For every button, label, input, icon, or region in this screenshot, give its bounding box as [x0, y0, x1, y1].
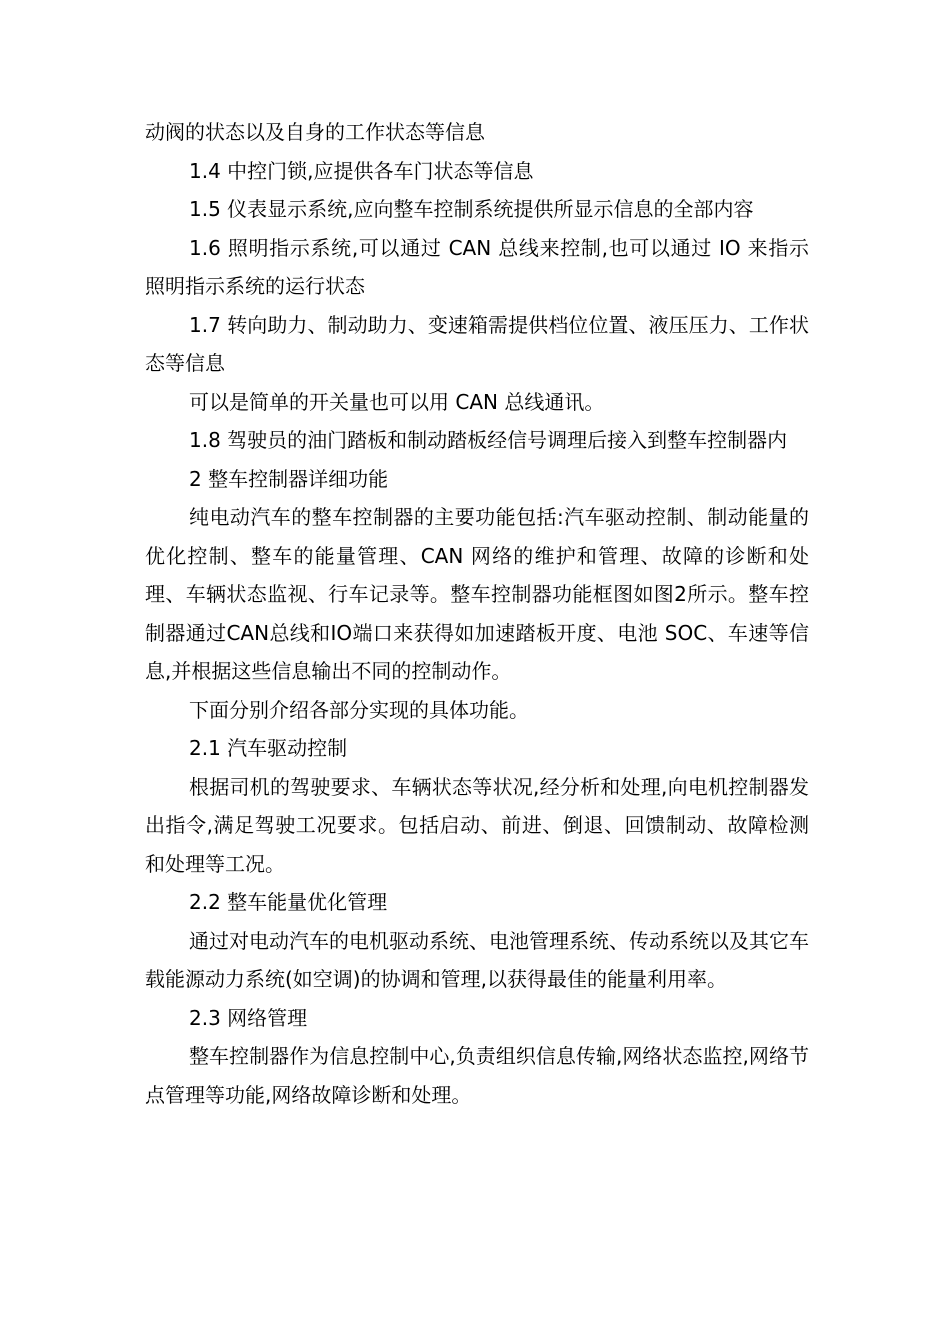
paragraph-12: 根据司机的驾驶要求、车辆状态等状况,经分析和处理,向电机控制器发出指令,满足驾驶工况要求。包括启动、前进、倒退、回馈制动、故障检测和处理等工况。	[145, 774, 809, 876]
paragraph-9: 纯电动汽车的整车控制器的主要功能包括:汽车驱动控制、制动能量的优化控制、整车的能量管理、CAN 网络的维护和管理、故障的诊断和处理、车辆状态监视、行车记录等。整车控制器功能框图如图2所示。整车控制器通过CAN总线和IO端口来获得如加速踏板开度、电池 SOC、车速等信息,并根据这些信息输出不同的控制动作。	[145, 505, 809, 683]
paragraph-5: 1.7 转向助力、制动助力、变速箱需提供档位位置、液压压力、工作状态等信息	[145, 312, 809, 375]
paragraph-14: 通过对电动汽车的电机驱动系统、电池管理系统、传动系统以及其它车载能源动力系统(如空调)的协调和管理,以获得最佳的能量利用率。	[145, 928, 809, 991]
section-heading-2-2: 2.2 整车能量优化管理	[189, 890, 388, 914]
paragraph-3: 1.5 仪表显示系统,应向整车控制系统提供所显示信息的全部内容	[189, 197, 754, 221]
section-heading-2-1: 2.1 汽车驱动控制	[189, 736, 348, 760]
paragraph-2: 1.4 中控门锁,应提供各车门状态等信息	[189, 158, 534, 183]
paragraph-16: 整车控制器作为信息控制中心,负责组织信息传输,网络状态监控,网络节点管理等功能,网络故障诊断和处理。	[145, 1044, 809, 1107]
paragraph-10: 下面分别介绍各部分实现的具体功能。	[189, 697, 529, 722]
section-heading-2-3: 2.3 网络管理	[189, 1005, 308, 1030]
document-body	[145, 113, 809, 1114]
paragraph-4: 1.6 照明指示系统,可以通过 CAN 总线来控制,也可以通过 IO 来指示照明指示系统的运行状态	[145, 235, 809, 298]
paragraph-6: 可以是简单的开关量也可以用 CAN 总线通讯。	[189, 389, 605, 414]
section-heading-2: 2 整车控制器详细功能	[189, 466, 389, 491]
paragraph-1: 动阀的状态以及自身的工作状态等信息	[145, 120, 485, 144]
paragraph-7: 1.8 驾驶员的油门踏板和制动踏板经信号调理后接入到整车控制器内	[189, 428, 788, 452]
